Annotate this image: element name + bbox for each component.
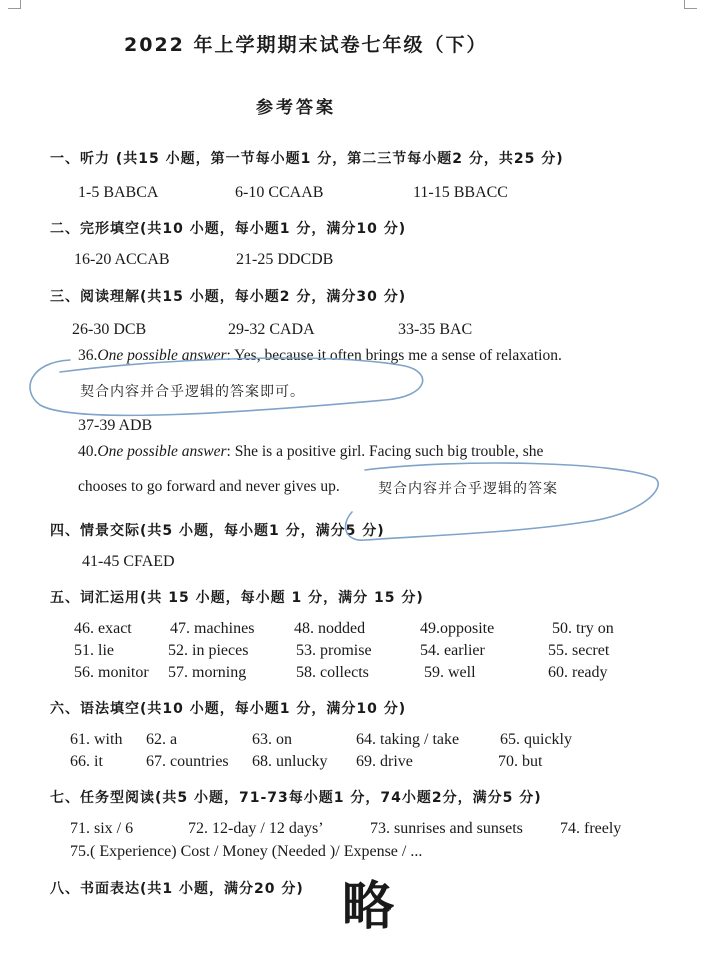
vocab-answer: 58. collects [296,664,369,681]
vocab-answer: 52. in pieces [168,642,249,659]
answer-36-note: 契合内容并合乎逻辑的答案即可。 [80,384,305,400]
answer-36-label: One possible answer [97,347,227,364]
vocab-answer: 59. well [424,664,476,681]
answer-40 [78,443,543,461]
answer-37-39: 37-39 ADB [78,417,153,434]
answer-36-number: 36. [78,347,98,364]
omitted-mark: 略 [342,877,395,937]
vocab-answer: 56. monitor [74,664,149,681]
answer-40-note: 契合内容并合乎逻辑的答案 [378,481,558,497]
section-2-header: 二、完形填空(共10 小题，每小题1 分，满分10 分) [50,221,407,237]
vocab-answer: 53. promise [296,642,372,659]
grammar-answer: 69. drive [356,753,413,770]
section-5-header: 五、词汇运用(共 15 小题，每小题 1 分，满分 15 分) [50,590,424,606]
grammar-answer: 68. unlucky [252,753,328,770]
answer-41-45: 41-45 CFAED [82,553,175,570]
task-answer-75: 75.( Experience) Cost / Money (Needed )/ Expense / ... [70,843,423,860]
task-answer: 73. sunrises and sunsets [370,820,523,837]
answer-36-text: : Yes, because it often brings me a sense of relaxation. [226,347,562,364]
vocab-answer: 54. earlier [420,642,485,659]
grammar-answer: 64. taking / take [356,731,460,748]
answer-40-line2: chooses to go forward and never gives up. [78,478,340,495]
answer-11-15: 11-15 BBACC [413,184,508,201]
corner-mark-left [8,0,21,9]
answer-29-32: 29-32 CADA [228,321,315,338]
page-title: 2022 年上学期期末试卷七年级（下） [124,34,488,56]
grammar-answer: 66. it [70,753,103,770]
answer-6-10: 6-10 CCAAB [235,184,324,201]
answer-36 [78,347,562,365]
answer-21-25: 21-25 DDCDB [236,251,334,268]
grammar-answer: 62. a [146,731,178,748]
section-8-header: 八、书面表达(共1 小题，满分20 分) [50,881,304,897]
answer-40-number: 40. [78,443,98,460]
page-subtitle: 参考答案 [256,98,336,118]
task-answer: 74. freely [560,820,622,837]
section-4-header: 四、情景交际(共5 小题，每小题1 分，满分5 分) [50,523,385,539]
vocab-answer: 51. lie [74,642,114,659]
vocab-answer: 49.opposite [420,620,495,637]
section-3-header: 三、阅读理解(共15 小题，每小题2 分，满分30 分) [50,289,407,305]
vocab-answer: 50. try on [552,620,614,637]
answer-40-label: One possible answer [97,443,227,460]
grammar-answer: 67. countries [146,753,229,770]
vocab-answer: 47. machines [170,620,255,637]
section-1-header: 一、听力 (共15 小题，第一节每小题1 分，第二三节每小题2 分，共25 分) [50,151,564,167]
grammar-answer: 65. quickly [500,731,572,748]
vocab-answer: 46. exact [74,620,132,637]
vocab-answer: 57. morning [168,664,247,681]
vocab-answer: 48. nodded [294,620,366,637]
task-answer: 71. six / 6 [70,820,134,837]
answer-16-20: 16-20 ACCAB [74,251,170,268]
task-answer: 72. 12-day / 12 days’ [188,820,324,837]
section-6-header: 六、语法填空(共10 小题，每小题1 分，满分10 分) [50,701,407,717]
answer-33-35: 33-35 BAC [398,321,473,338]
answer-1-5: 1-5 BABCA [78,184,159,201]
pen-loop-40 [346,463,659,540]
grammar-answer: 70. but [498,753,543,770]
section-7-header: 七、任务型阅读(共5 小题，71-73每小题1 分，74小题2分，满分5 分) [50,790,542,806]
vocab-answer: 55. secret [548,642,610,659]
grammar-answer: 63. on [252,731,292,748]
answer-26-30: 26-30 DCB [72,321,147,338]
grammar-answer: 61. with [70,731,123,748]
vocab-answer: 60. ready [548,664,608,681]
corner-mark-right [684,0,697,9]
answer-40-text: : She is a positive girl. Facing such big trouble, she [226,443,544,460]
